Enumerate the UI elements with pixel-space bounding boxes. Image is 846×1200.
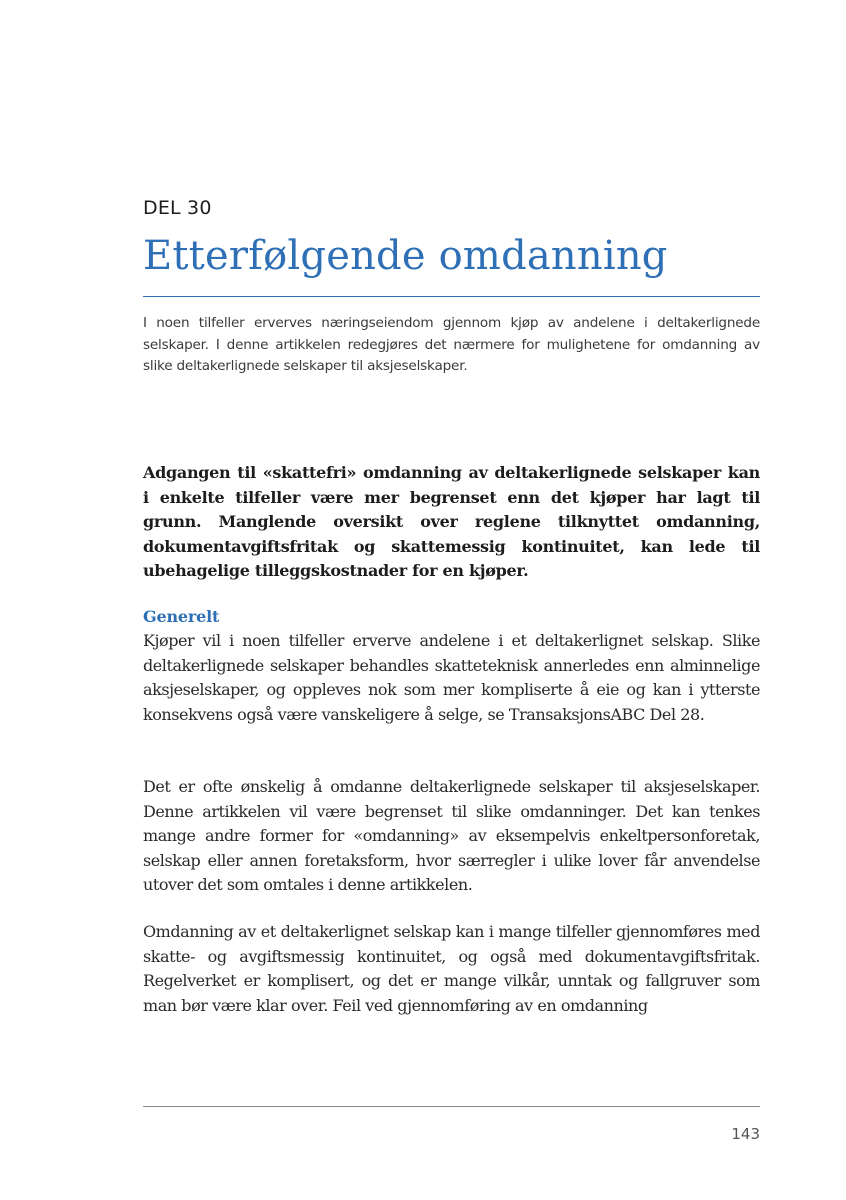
title-divider	[143, 296, 760, 297]
section-heading: Generelt	[143, 607, 220, 626]
body-paragraph-1: Kjøper vil i noen tilfeller erverve andelene i et deltakerlignet selskap. Slike deltakerlignede selskaper behandles skatteteknisk annerledes enn alminnelige aksjeselskaper, og oppleves nok som mer kompliserte å eie og kan i ytterste konsekvens også være vanskeligere å selge, se TransaksjonsABC Del 28.	[143, 631, 760, 724]
body-paragraph-3: Omdanning av et deltakerlignet selskap kan i mange tilfeller gjennomføres med skatte- og avgiftsmessig kontinuitet, og også med dokumentavgiftsfritak. Regelverket er komplisert, og det er mange vilkår, unntak og fallgruver som man bør være klar over. Feil ved gjennomføring av en omdanning	[143, 922, 760, 1015]
intro-paragraph: Adgangen til «skattefri» omdanning av deltakerlignede selskaper kan i enkelte tilfeller være mer begrenset enn det kjøper har lagt til grunn. Manglende oversikt over reglene tilknyttet omdanning, dokumentavgiftsfritak og skattemessig kontinuitet, kan lede til ubehagelige tilleggskostnader for en kjøper.	[143, 463, 760, 580]
lead-paragraph: I noen tilfeller erverves næringseiendom gjennom kjøp av andelene i deltakerlignede selskaper. I denne artikkelen redegjøres det nærmere for mulighetene for omdanning av slike deltakerlignede selskaper til aksjeselskaper.	[143, 315, 760, 374]
part-label: DEL 30	[143, 197, 212, 219]
document-page	[143, 0, 760, 1200]
page-title: Etterfølgende omdanning	[143, 233, 668, 279]
body-paragraph-2: Det er ofte ønskelig å omdanne deltakerlignede selskaper til aksjeselskaper. Denne artikkelen vil være begrenset til slike omdanninger. Det kan tenkes mange andre former for «omdanning» av eksempelvis enkeltpersonforetak, selskap eller annen foretaksform, hvor særregler i ulike lover får anvendelse utover det som omtales i denne artikkelen.	[143, 777, 760, 894]
footer-divider	[143, 1106, 760, 1107]
page-number: 143	[731, 1125, 760, 1143]
